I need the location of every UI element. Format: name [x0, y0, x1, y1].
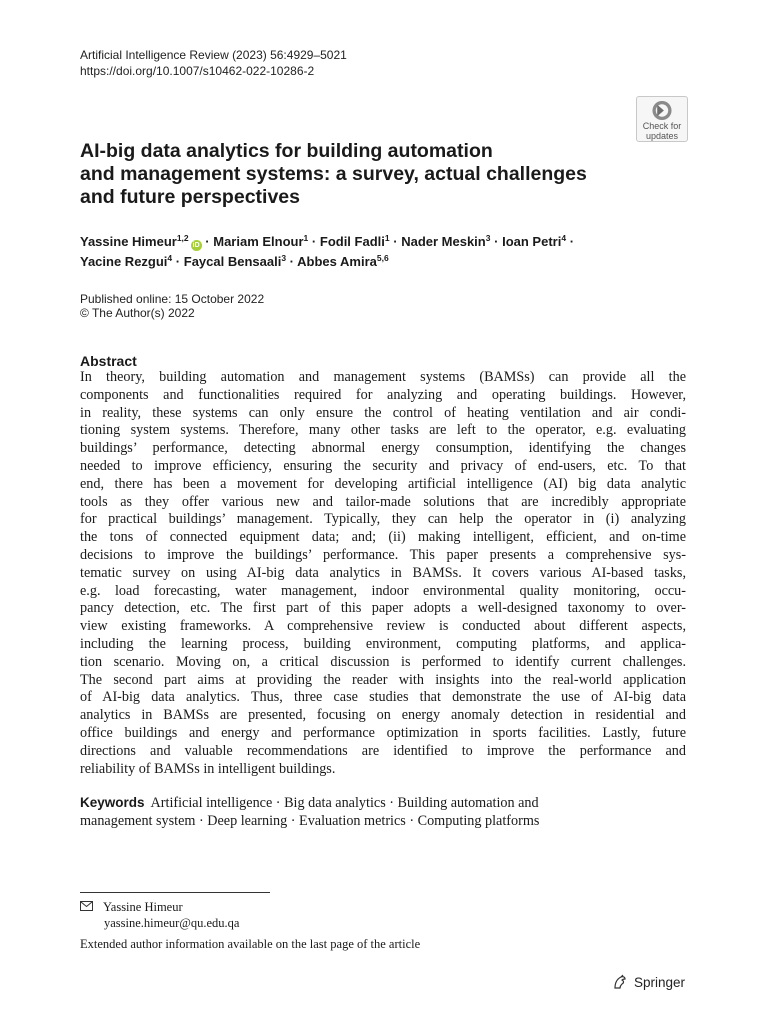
corresponding-author-email[interactable]: yassine.himeur@qu.edu.qa	[104, 915, 240, 930]
author-separator: ·	[175, 254, 181, 269]
abstract-line: analytics in BAMSs are presented, focusing on energy anomaly detection in residential and	[80, 707, 686, 724]
abstract-line: decisions to improve the buildings’ performance. This paper presents a comprehensive sys-	[80, 546, 686, 563]
author-name[interactable]: Fodil Fadli	[319, 234, 385, 249]
published-date: Published online: 15 October 2022	[80, 292, 265, 306]
corresponding-author-name: Yassine Himeur	[103, 900, 183, 914]
title-line: and management systems: a survey, actual challenges	[80, 163, 587, 185]
title-line: and future perspectives	[80, 186, 300, 208]
author-separator: ·	[393, 234, 398, 249]
abstract-line: tematic survey on using AI-big data analytics in BAMSs. It covers various AI-based tasks,	[80, 564, 686, 581]
abstract-line: office buildings and energy and performance optimization in sports facilities. Lastly, future	[80, 724, 686, 741]
keywords-line-2: management system · Deep learning · Evaluation metrics · Computing platforms	[80, 813, 540, 829]
check-for-updates-icon	[651, 100, 673, 121]
author-affiliation: 1,2	[176, 233, 189, 243]
publisher-name: Springer	[634, 974, 686, 990]
abstract-line: in reality, these systems can only ensure the control of heating ventilation and air condi-	[80, 404, 686, 421]
author-separator: ·	[569, 234, 575, 249]
keywords-text: Artificial intelligence · Big data analytics · Building automation and	[150, 795, 539, 811]
abstract-line: for practical buildings’ management. Typically, they can help the operator in (i) analyzing	[80, 511, 686, 528]
abstract-line: of AI-big data analytics. Thus, three case studies that demonstrate the use of AI-big data	[80, 689, 686, 706]
abstract-line: In theory, building automation and management systems (BAMSs) can provide all the	[80, 369, 686, 385]
author-affiliation: 4	[561, 233, 567, 243]
abstract-line: tools as they offer various new and tailor-made solutions that are incredibly appropriate	[80, 493, 686, 510]
abstract-body	[80, 369, 686, 778]
abstract-line: The second part aims at providing the reader with insights into the real-world application	[80, 671, 686, 688]
keywords-label: Keywords	[80, 795, 145, 810]
author-name[interactable]: Abbes Amira	[297, 254, 377, 269]
author-separator: ·	[289, 254, 295, 269]
copyright-notice: © The Author(s) 2022	[80, 306, 195, 320]
envelope-icon	[80, 901, 93, 911]
abstract-line: needed to improve efficiency, ensuring the security and privacy of end-users, etc. To that	[80, 457, 686, 474]
abstract-line: the tons of connected equipment data; and; (ii) making intelligent, efficient, and on-time	[80, 529, 686, 546]
author-name[interactable]: Mariam Elnour	[213, 234, 304, 249]
check-for-updates-badge[interactable]	[636, 96, 688, 142]
abstract-line: end, there has been a movement for developing artificial intelligence (AI) big data analytic	[80, 475, 686, 492]
keywords-line-1	[80, 794, 686, 812]
springer-horse-icon	[612, 974, 628, 990]
author-separator: ·	[494, 234, 499, 249]
abstract-line: pancy detection, etc. The first part of this paper adopts a well-designed taxonomy to over-	[80, 600, 686, 617]
abstract-line: reliability of BAMSs in intelligent buildings.	[80, 760, 336, 777]
author-affiliation: 4	[167, 253, 173, 263]
author-affiliation: 5,6	[376, 253, 389, 263]
author-name[interactable]: Nader Meskin	[401, 234, 486, 249]
author-name[interactable]: Ioan Petri	[502, 234, 562, 249]
title-line: AI-big data analytics for building automation	[80, 140, 493, 162]
author-separator: ·	[311, 234, 317, 249]
abstract-line: directions and valuable recommendations are identified to improve the performance and	[80, 742, 686, 759]
orcid-icon[interactable]: iD	[192, 242, 200, 249]
publisher-logo	[612, 974, 685, 990]
author-affiliation: 3	[281, 253, 287, 263]
abstract-line: e.g. load forecasting, water management, indoor environmental quality monitoring, occu-	[80, 582, 686, 599]
author-line-1	[80, 232, 700, 252]
article-title	[80, 140, 640, 209]
badge-line-2: updates	[645, 131, 679, 141]
badge-line-1: Check for	[642, 121, 682, 131]
abstract-line: tioning system systems. Therefore, many other tasks are left to the operator, e.g. evaluating	[80, 422, 686, 439]
extended-author-note: Extended author information available on the last page of the article	[80, 937, 421, 951]
author-affiliation: 1	[303, 233, 309, 243]
author-name[interactable]: Yassine Himeur	[80, 234, 177, 249]
abstract-line: tion scenario. Moving on, a critical discussion is performed to identify current challenges.	[80, 653, 686, 670]
abstract-line: buildings’ performance, detecting abnormal energy consumption, identifying the changes	[80, 440, 686, 457]
abstract-line: including the learning process, building environment, computing platforms, and applica-	[80, 635, 686, 652]
author-name[interactable]: Yacine Rezgui	[80, 254, 168, 269]
author-line-2	[80, 252, 700, 272]
author-affiliation: 1	[384, 233, 390, 243]
author-list	[80, 232, 700, 272]
keywords-section	[80, 794, 686, 830]
doi-link[interactable]: https://doi.org/10.1007/s10462-022-10286-2	[80, 64, 315, 78]
author-name[interactable]: Faycal Bensaali	[183, 254, 282, 269]
author-affiliation: 3	[485, 233, 491, 243]
abstract-line: components and functionalities required for analyzing and operating buildings. However,	[80, 386, 686, 403]
footnote-divider	[80, 892, 270, 893]
abstract-line: view existing frameworks. A comprehensive review is conducted about different aspects,	[80, 618, 686, 635]
abstract-heading: Abstract	[80, 353, 137, 369]
corresponding-author	[80, 900, 239, 931]
journal-citation: Artificial Intelligence Review (2023) 56:4929–5021	[80, 48, 347, 62]
author-separator: ·	[205, 234, 210, 249]
